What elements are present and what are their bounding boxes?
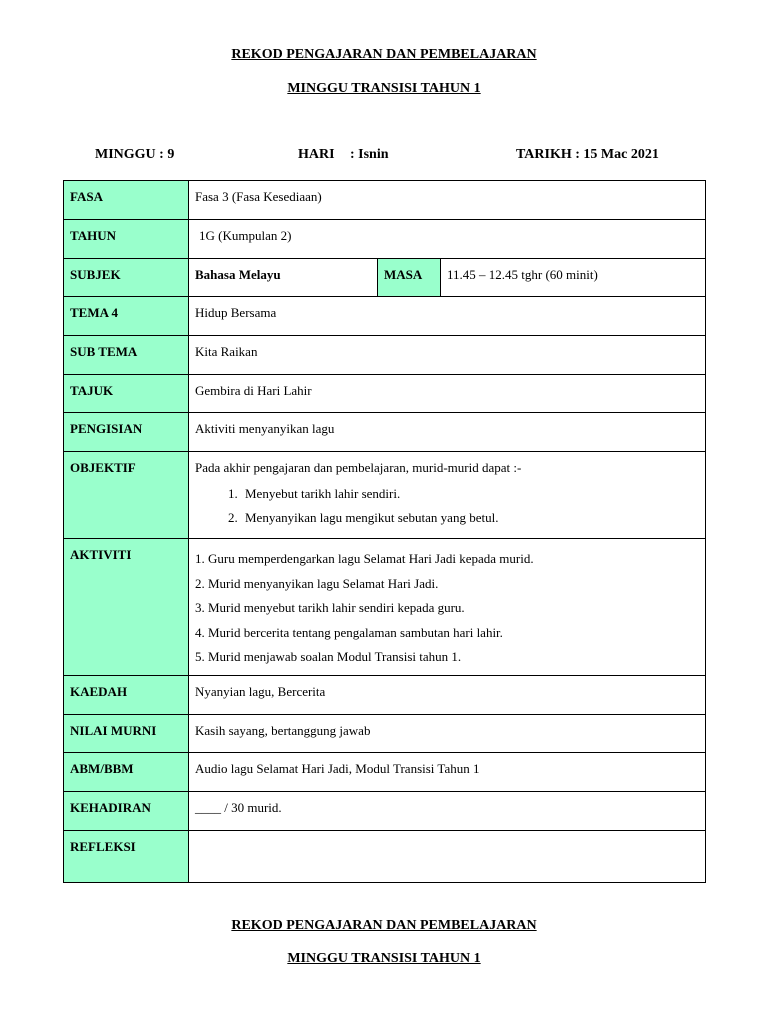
lesson-record-table xyxy=(63,180,706,883)
pengisian-value: Aktiviti menyanyikan lagu xyxy=(189,413,706,452)
nilai-murni-value: Kasih sayang, bertanggung jawab xyxy=(189,715,706,753)
aktiviti-label: AKTIVITI xyxy=(64,539,189,676)
fasa-value: Fasa 3 (Fasa Kesediaan) xyxy=(189,181,706,220)
nilai-murni-label: NILAI MURNI xyxy=(64,715,189,753)
hari-value: : Isnin xyxy=(350,147,389,162)
tema-value: Hidup Bersama xyxy=(189,297,706,336)
refleksi-value xyxy=(189,831,706,883)
aktiviti-item: 2. Murid menyanyikan lagu Selamat Hari Jadi. xyxy=(195,575,439,591)
kehadiran-value: ____ / 30 murid. xyxy=(189,792,706,831)
tajuk-label: TAJUK xyxy=(64,375,189,413)
abm-bbm-value: Audio lagu Selamat Hari Jadi, Modul Transisi Tahun 1 xyxy=(189,753,706,792)
aktiviti-item: 5. Murid menjawab soalan Modul Transisi tahun 1. xyxy=(195,649,462,665)
aktiviti-value xyxy=(189,539,706,676)
footer-subtitle: MINGGU TRANSISI TAHUN 1 xyxy=(287,951,481,966)
kehadiran-label: KEHADIRAN xyxy=(64,792,189,831)
subjek-label: SUBJEK xyxy=(64,259,189,297)
row-refleksi xyxy=(64,831,706,883)
aktiviti-item: 3. Murid menyebut tarikh lahir sendiri kepada guru. xyxy=(195,600,465,616)
refleksi-label: REFLEKSI xyxy=(64,831,189,883)
tema-label: TEMA 4 xyxy=(64,297,189,336)
fasa-label: FASA xyxy=(64,181,189,220)
row-subjek xyxy=(64,259,706,297)
kaedah-value: Nyanyian lagu, Bercerita xyxy=(189,676,706,715)
masa-label: MASA xyxy=(378,259,441,297)
tajuk-value: Gembira di Hari Lahir xyxy=(189,375,706,413)
footer-title: REKOD PENGAJARAN DAN PEMBELAJARAN xyxy=(231,918,537,933)
abm-bbm-label: ABM/BBM xyxy=(64,753,189,792)
pengisian-label: PENGISIAN xyxy=(64,413,189,452)
tahun-value: 1G (Kumpulan 2) xyxy=(189,220,706,259)
row-aktiviti xyxy=(64,539,706,676)
document-subtitle: MINGGU TRANSISI TAHUN 1 xyxy=(287,81,481,96)
objektif-item: 1. Menyebut tarikh lahir sendiri. xyxy=(241,482,699,506)
row-kaedah xyxy=(64,676,706,715)
row-nilai-murni xyxy=(64,715,706,753)
minggu-field: MINGGU : 9 xyxy=(95,147,175,162)
subjek-value: Bahasa Melayu xyxy=(189,259,378,297)
masa-value: 11.45 – 12.45 tghr (60 minit) xyxy=(441,259,706,297)
objektif-item: 2. Menyanyikan lagu mengikut sebutan yang betul. xyxy=(241,506,699,530)
row-objektif xyxy=(64,452,706,539)
hari-label: HARI xyxy=(298,147,335,162)
row-tema xyxy=(64,297,706,336)
objektif-value xyxy=(189,452,706,539)
row-subtema xyxy=(64,336,706,375)
kaedah-label: KAEDAH xyxy=(64,676,189,715)
tahun-label: TAHUN xyxy=(64,220,189,259)
tarikh-field: TARIKH : 15 Mac 2021 xyxy=(516,147,659,162)
aktiviti-item: 4. Murid bercerita tentang pengalaman sambutan hari lahir. xyxy=(195,624,503,640)
row-fasa xyxy=(64,181,706,220)
row-kehadiran xyxy=(64,792,706,831)
aktiviti-item: 1. Guru memperdengarkan lagu Selamat Hari Jadi kepada murid. xyxy=(195,551,534,566)
subtema-value: Kita Raikan xyxy=(189,336,706,375)
row-tajuk xyxy=(64,375,706,413)
row-abm-bbm xyxy=(64,753,706,792)
subtema-label: SUB TEMA xyxy=(64,336,189,375)
objektif-intro: Pada akhir pengajaran dan pembelajaran, murid-murid dapat :- xyxy=(195,460,522,475)
row-pengisian xyxy=(64,413,706,452)
objektif-label: OBJEKTIF xyxy=(64,452,189,539)
document-title: REKOD PENGAJARAN DAN PEMBELAJARAN xyxy=(231,47,537,62)
row-tahun xyxy=(64,220,706,259)
objektif-list xyxy=(195,482,699,530)
